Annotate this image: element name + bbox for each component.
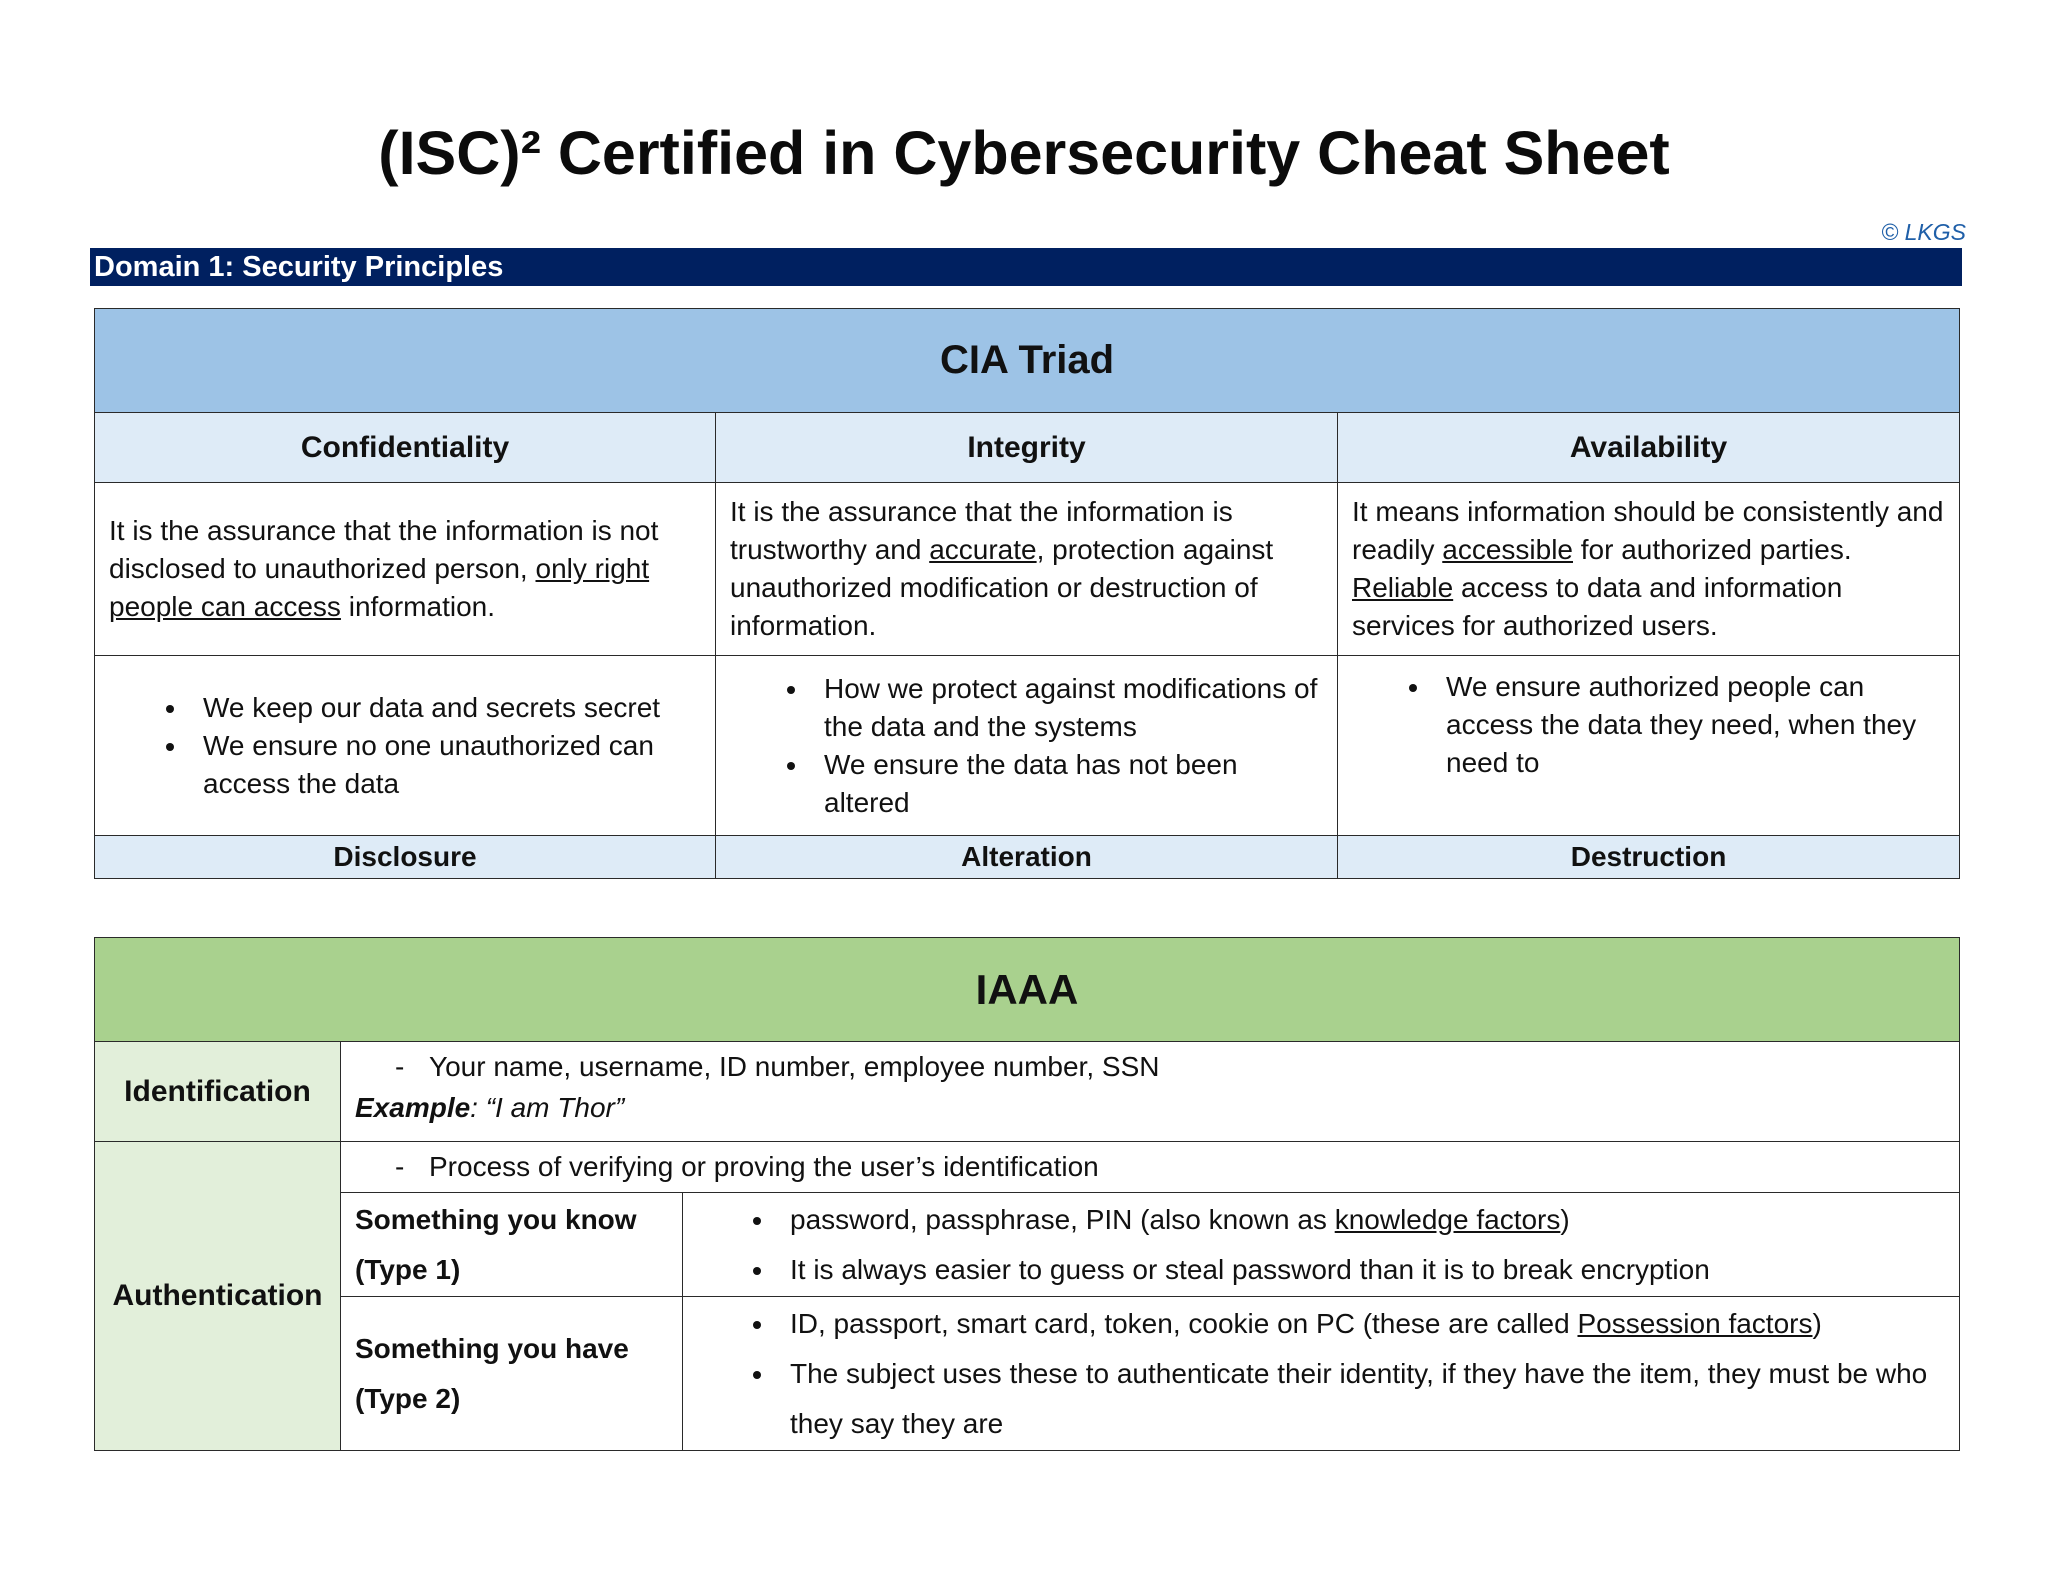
confidentiality-threat: Disclosure xyxy=(95,836,716,879)
integrity-bullets xyxy=(716,656,1338,836)
definition-emphasis: Reliable xyxy=(1352,572,1454,603)
type1-label: Something you know (Type 1) xyxy=(341,1193,683,1297)
definition-emphasis: accessible xyxy=(1442,534,1573,565)
list-item: • How we protect against modifications of the data and the systems xyxy=(810,670,1323,746)
list-item: • It is always easier to guess or steal password than it is to break encryption xyxy=(776,1245,1958,1295)
cia-integrity-header: Integrity xyxy=(716,413,1338,483)
cia-triad-title: CIA Triad xyxy=(95,309,1960,413)
cia-availability-header: Availability xyxy=(1338,413,1960,483)
list-item: • We ensure the data has not been altered xyxy=(810,746,1323,822)
confidentiality-bullets xyxy=(95,656,716,836)
list-item: - Your name, username, ID number, employee number, SSN xyxy=(395,1050,1160,1082)
identification-example: Example: “I am Thor” xyxy=(355,1091,625,1123)
copyright: © LKGS xyxy=(1881,219,1966,245)
identification-label: Identification xyxy=(95,1042,341,1142)
list-item: • ID, passport, smart card, token, cookie on PC (these are called Possession factors) xyxy=(776,1299,1958,1349)
cia-triad-table xyxy=(94,308,1960,879)
list-item: - Process of verifying or proving the user’s identification xyxy=(395,1151,1099,1182)
iaaa-title: IAAA xyxy=(95,938,1960,1042)
type1-details xyxy=(683,1193,1960,1297)
availability-definition: It means information should be consistently and readily accessible for authorized parties. Reliable access to data and information services for authorized users. xyxy=(1338,483,1960,656)
iaaa-table xyxy=(94,937,1960,1451)
list-item: • The subject uses these to authenticate their identity, if they have the item, they must be who they say they are xyxy=(776,1349,1958,1449)
list-item: • We keep our data and secrets secret xyxy=(189,689,701,727)
definition-emphasis: accurate xyxy=(929,534,1037,565)
authentication-description xyxy=(341,1142,1960,1193)
page-title: (ISC)² Certified in Cybersecurity Cheat Sheet xyxy=(378,119,1670,187)
definition-emphasis: only right people can access xyxy=(109,553,650,622)
authentication-label: Authentication xyxy=(95,1142,341,1451)
integrity-definition: It is the assurance that the information is trustworthy and accurate, protection against unauthorized modification or destruction of information. xyxy=(716,483,1338,656)
cia-confidentiality-header: Confidentiality xyxy=(95,413,716,483)
availability-threat: Destruction xyxy=(1338,836,1960,879)
domain-header: Domain 1: Security Principles xyxy=(90,248,1962,286)
integrity-threat: Alteration xyxy=(716,836,1338,879)
list-item: • password, passphrase, PIN (also known as knowledge factors) xyxy=(776,1195,1958,1245)
type2-details xyxy=(683,1297,1960,1451)
list-item: • We ensure no one unauthorized can access the data xyxy=(189,727,701,803)
availability-bullets xyxy=(1338,656,1960,836)
confidentiality-definition: It is the assurance that the information is not disclosed to unauthorized person, only right people can access information. xyxy=(95,483,716,656)
list-item: • We ensure authorized people can access the data they need, when they need to xyxy=(1432,668,1945,782)
type2-label: Something you have (Type 2) xyxy=(341,1297,683,1451)
identification-content xyxy=(341,1042,1960,1142)
